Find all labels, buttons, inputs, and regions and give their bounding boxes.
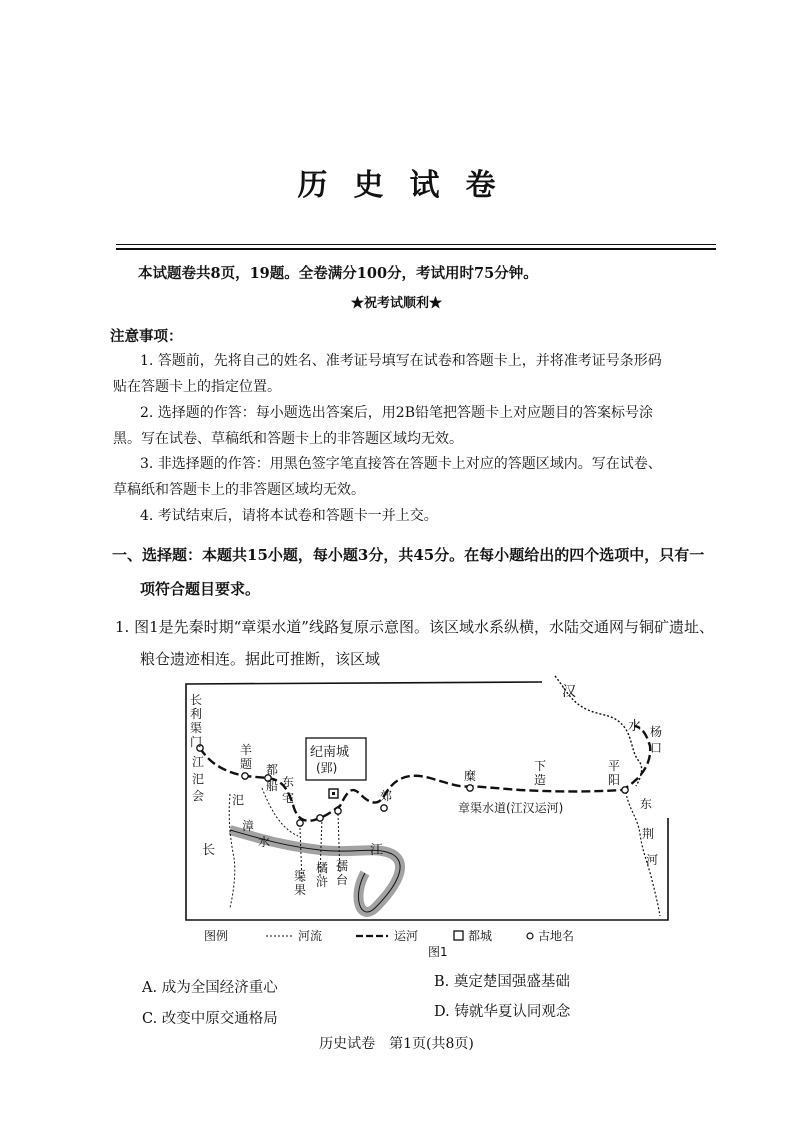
label-ying-place: 郊 [380, 789, 393, 803]
legend-place: 古地名 [538, 929, 575, 943]
place-marker-ying [381, 805, 387, 811]
option-a: A. 成为全国经济重心 [142, 980, 278, 996]
note-1-line-2: 贴在答题卡上的指定位置。 [113, 379, 281, 395]
label-han: 汉 [562, 684, 576, 700]
label-dongzhai-1: 东 [282, 775, 295, 789]
option-b: B. 奠定楚国强盛基础 [434, 974, 570, 990]
note-1-line-1: 1. 答题前，先将自己的姓名、准考证号填写在试卷和答题卡上，并将准考证号条形码 [140, 353, 662, 369]
label-xiazao-1: 下 [534, 759, 547, 773]
label-chang: 长 [202, 843, 216, 858]
label-dongjing-3: 河 [646, 853, 659, 867]
label-quguo-2: 果 [294, 883, 307, 897]
label-yangkou-1: 杨 [650, 725, 663, 739]
label-xiazao-2: 造 [534, 773, 547, 787]
legend-capital: 都城 [468, 929, 493, 943]
note-2-line-2: 黑。写在试卷、草稿纸和答题卡上的非答题区域均无效。 [113, 431, 463, 447]
section-heading-line-2: 项符合题目要求。 [140, 580, 261, 598]
label-yangkou-2: 口 [650, 741, 663, 755]
place-marker-yangti [242, 773, 248, 779]
place-marker-pingyang [622, 787, 628, 793]
legend-capital-swatch [454, 931, 463, 940]
label-jiang-right: 江 [370, 843, 384, 858]
question-1-stem-line-2: 粮仓遗迹相连。据此可推断，该区域 [140, 650, 381, 668]
label-zhutai-2: 台 [336, 873, 349, 887]
label-city-name: 纪南城 [310, 745, 350, 760]
label-zhang-2: 水 [258, 835, 271, 849]
legend-canal: 运河 [394, 929, 419, 943]
label-jiangji-3: 会 [192, 789, 205, 803]
label-duchuan-1: 都 [266, 763, 279, 777]
label-mi: 糜 [464, 769, 477, 783]
note-3-line-2: 草稿纸和答题卡上的非答题区域均无效。 [113, 482, 365, 498]
label-city-ying: (郢) [316, 761, 338, 775]
label-changli-1: 长 [190, 693, 203, 707]
note-4: 4. 考试结束后，请将本试卷和答题卡一并上交。 [140, 508, 438, 524]
label-shui: 水 [628, 719, 642, 734]
map-frame [186, 682, 668, 920]
place-marker-zhutai [335, 808, 341, 814]
note-2-line-1: 2. 选择题的作答：每小题选出答案后，用2B铅笔把答题卡上对应题目的答案标号涂 [140, 405, 654, 421]
place-marker-mi [467, 785, 473, 791]
label-juyu-2: 浒 [316, 875, 329, 889]
label-pingyang-2: 阳 [608, 773, 621, 787]
label-dongjing-1: 东 [640, 797, 653, 811]
title-rule-bottom [116, 248, 716, 250]
page-footer: 历史试卷 第1页(共8页) [319, 1036, 474, 1052]
exam-intro: 本试题卷共8页，19题。全卷满分100分，考试用时75分钟。 [138, 265, 538, 282]
page-title: 历史试卷 [297, 168, 522, 203]
label-ji-river: 汜 [232, 793, 245, 807]
label-canal: 章渠水道(江汉运河) [458, 801, 564, 815]
place-marker-quguo [297, 820, 303, 826]
section-heading-line-1: 一、选择题：本题共15小题，每小题3分，共45分。在每小题给出的四个选项中，只有一 [112, 546, 705, 564]
figure-caption: 图1 [428, 945, 448, 958]
label-changli-3: 渠 [190, 721, 203, 735]
place-marker-juyu [317, 815, 323, 821]
ju-river [229, 794, 235, 908]
legend-place-swatch [527, 933, 533, 939]
label-jiangji-2: 汜 [192, 772, 205, 786]
label-duchuan-2: 船 [266, 779, 279, 793]
label-zhutai-1: 孺 [336, 859, 349, 873]
legend-title: 图例 [204, 929, 229, 943]
title-rule-top [116, 244, 716, 245]
label-changli-2: 利 [190, 707, 203, 721]
label-zhang-1: 漳 [242, 819, 255, 833]
label-dongzhai-2: 宅 [282, 791, 295, 805]
option-c: C. 改变中原交通格局 [142, 1011, 278, 1027]
label-quguo-1: 渠 [294, 869, 307, 883]
legend-river: 河流 [298, 929, 323, 943]
notes-heading: 注意事项： [110, 328, 183, 345]
label-dongjing-2: 荆 [642, 827, 655, 841]
capital-marker-inner [332, 792, 335, 795]
option-d: D. 铸就华夏认同观念 [434, 1004, 571, 1020]
label-yangti-2: 题 [240, 757, 253, 771]
question-1-stem-line-1: 1. 图1是先秦时期“章渠水道”线路复原示意图。该区域水系纵横，水陆交通网与铜矿遗址、 [115, 618, 714, 636]
label-changli-4: 门 [190, 735, 203, 749]
zhangqu-waterway-map [170, 668, 690, 958]
label-jiangji-1: 江 [192, 755, 205, 769]
label-juyu-1: 橘 [316, 861, 329, 875]
good-luck-line: ★祝考试顺利★ [350, 296, 442, 311]
label-pingyang-1: 平 [608, 759, 621, 773]
note-3-line-1: 3. 非选择题的作答：用黑色签字笔直接答在答题卡上对应的答题区域内。写在试卷、 [140, 456, 662, 472]
label-yangti-1: 羊 [240, 743, 253, 757]
